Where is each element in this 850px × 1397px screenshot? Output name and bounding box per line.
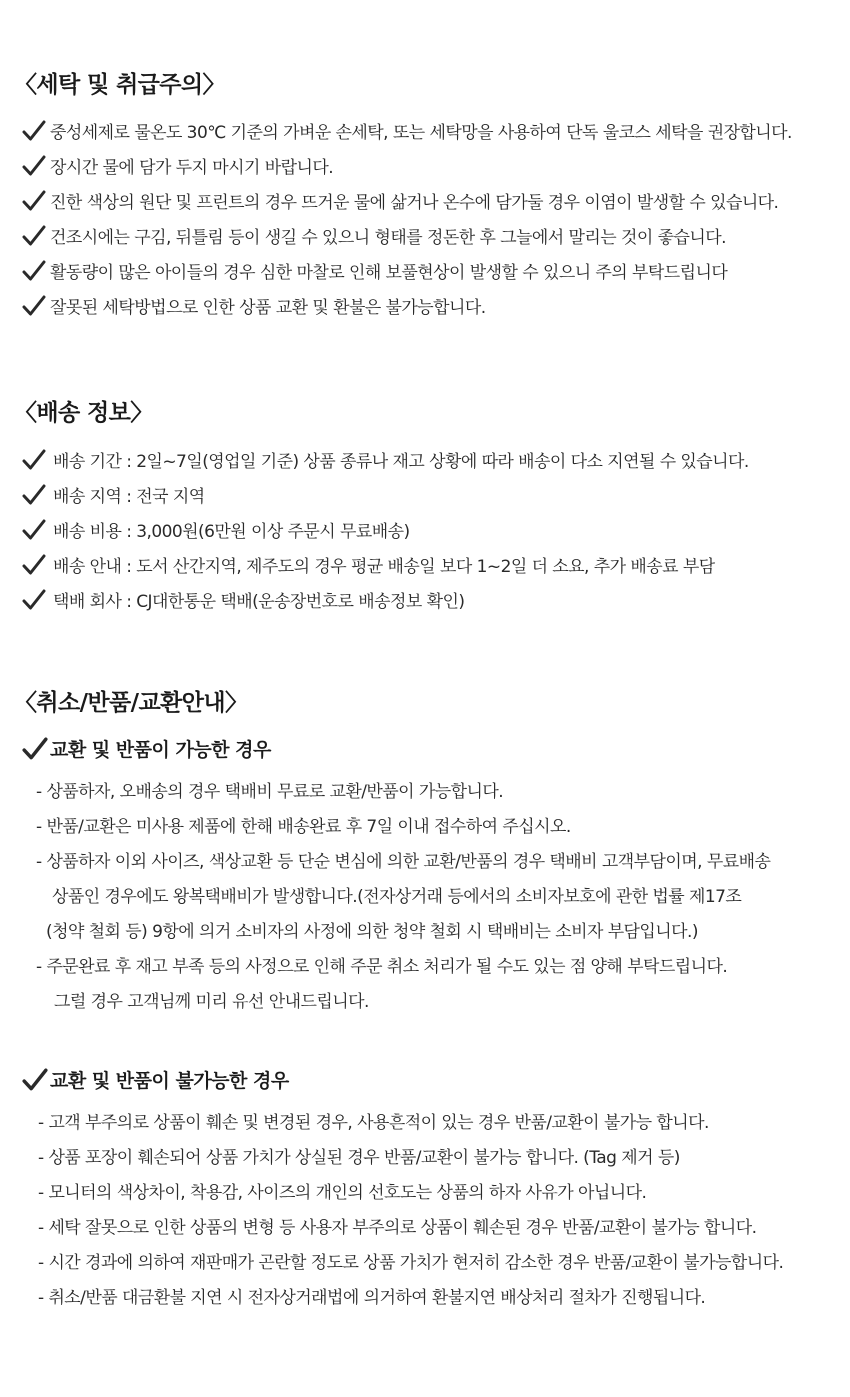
washing-item <box>22 293 486 318</box>
shipping-item-text: 배송 기간 : 2일~7일(영업일 기준) 상품 종류나 재고 상황에 따라 배송이 다소 지연될 수 있습니다. <box>53 452 749 472</box>
check-mark-icon <box>22 224 46 248</box>
shipping-item-text: 배송 안내 : 도서 산간지역, 제주도의 경우 평균 배송일 보다 1~2일 더 소요, 추가 배송료 부담 <box>53 557 715 577</box>
washing-item <box>22 153 333 178</box>
shipping-item <box>22 587 464 612</box>
washing-item <box>22 223 726 248</box>
check-mark-icon <box>22 448 46 472</box>
returns-impossible-line: - 고객 부주의로 상품이 훼손 및 변경된 경우, 사용흔적이 있는 경우 반품/교환이 불가능 합니다. <box>38 1113 709 1133</box>
returns-impossible-line: - 모니터의 색상차이, 착용감, 사이즈의 개인의 선호도는 상품의 하자 사유가 아닙니다. <box>38 1183 647 1203</box>
returns-impossible-line: - 시간 경과에 의하여 재판매가 곤란할 정도로 상품 가치가 현저히 감소한 경우 반품/교환이 불가능합니다. <box>38 1253 784 1273</box>
check-mark-icon <box>22 154 46 178</box>
returns-possible-title: 교환 및 반품이 가능한 경우 <box>50 739 271 761</box>
returns-section-title: 〈취소/반품/교환안내〉 <box>14 690 248 716</box>
washing-item-text: 건조시에는 구김, 뒤틀림 등이 생길 수 있으니 형태를 정돈한 후 그늘에서 말리는 것이 좋습니다. <box>50 228 726 248</box>
check-mark-icon <box>22 119 46 143</box>
shipping-section-title: 〈배송 정보〉 <box>14 400 153 426</box>
washing-item-text: 중성세제로 물온도 30℃ 기준의 가벼운 손세탁, 또는 세탁망을 사용하여 단독 울코스 세탁을 권장합니다. <box>50 123 792 143</box>
washing-item <box>22 118 792 143</box>
returns-impossible-title: 교환 및 반품이 불가능한 경우 <box>50 1070 289 1092</box>
check-mark-icon <box>22 518 46 542</box>
shipping-item <box>22 482 205 507</box>
washing-section-title: 〈세탁 및 취급주의〉 <box>14 72 225 98</box>
shipping-item <box>22 447 749 472</box>
washing-item-text: 진한 색상의 원단 및 프린트의 경우 뜨거운 물에 삶거나 온수에 담가둘 경우 이염이 발생할 수 있습니다. <box>50 193 779 213</box>
returns-possible-line: 상품인 경우에도 왕복택배비가 발생합니다.(전자상거래 등에서의 소비자보호에 관한 법률 제17조 <box>52 887 742 907</box>
washing-item <box>22 258 727 283</box>
check-mark-icon <box>22 483 46 507</box>
shipping-item <box>22 517 410 542</box>
returns-possible-line: (청약 철회 등) 9항에 의거 소비자의 사정에 의한 청약 철회 시 택배비는 소비자 부담입니다.) <box>46 922 698 942</box>
check-mark-icon <box>22 736 48 762</box>
returns-possible-line: - 상품하자 이외 사이즈, 색상교환 등 단순 변심에 의한 교환/반품의 경우 택배비 고객부담이며, 무료배송 <box>36 852 771 872</box>
shipping-item <box>22 552 715 577</box>
shipping-item-text: 배송 지역 : 전국 지역 <box>53 487 205 507</box>
returns-possible-line: - 주문완료 후 재고 부족 등의 사정으로 인해 주문 취소 처리가 될 수도 있는 점 양해 부탁드립니다. <box>36 957 728 977</box>
returns-impossible-line: - 상품 포장이 훼손되어 상품 가치가 상실된 경우 반품/교환이 불가능 합니다. (Tag 제거 등) <box>38 1148 680 1168</box>
returns-possible-line: - 반품/교환은 미사용 제품에 한해 배송완료 후 7일 이내 접수하여 주십시오. <box>36 817 571 837</box>
check-mark-icon <box>22 553 46 577</box>
check-mark-icon <box>22 588 46 612</box>
returns-possible-line: - 상품하자, 오배송의 경우 택배비 무료로 교환/반품이 가능합니다. <box>36 782 504 802</box>
returns-possible-title-row <box>22 735 271 762</box>
returns-impossible-title-row <box>22 1066 289 1093</box>
washing-item-text: 장시간 물에 담가 두지 마시기 바랍니다. <box>50 158 334 178</box>
washing-item-text: 활동량이 많은 아이들의 경우 심한 마찰로 인해 보풀현상이 발생할 수 있으니 주의 부탁드립니다 <box>50 263 728 283</box>
washing-item-text: 잘못된 세탁방법으로 인한 상품 교환 및 환불은 불가능합니다. <box>50 298 486 318</box>
shipping-item-text: 배송 비용 : 3,000원(6만원 이상 주문시 무료배송) <box>53 522 410 542</box>
washing-item <box>22 188 778 213</box>
returns-possible-line: 그럴 경우 고객님께 미리 유선 안내드립니다. <box>54 992 369 1012</box>
check-mark-icon <box>22 294 46 318</box>
returns-impossible-line: - 취소/반품 대금환불 지연 시 전자상거래법에 의거하여 환불지연 배상처리 절차가 진행됩니다. <box>38 1288 706 1308</box>
check-mark-icon <box>22 189 46 213</box>
check-mark-icon <box>22 259 46 283</box>
check-mark-icon <box>22 1067 48 1093</box>
returns-impossible-line: - 세탁 잘못으로 인한 상품의 변형 등 사용자 부주의로 상품이 훼손된 경우 반품/교환이 불가능 합니다. <box>38 1218 757 1238</box>
shipping-item-text: 택배 회사 : CJ대한통운 택배(운송장번호로 배송정보 확인) <box>53 592 465 612</box>
